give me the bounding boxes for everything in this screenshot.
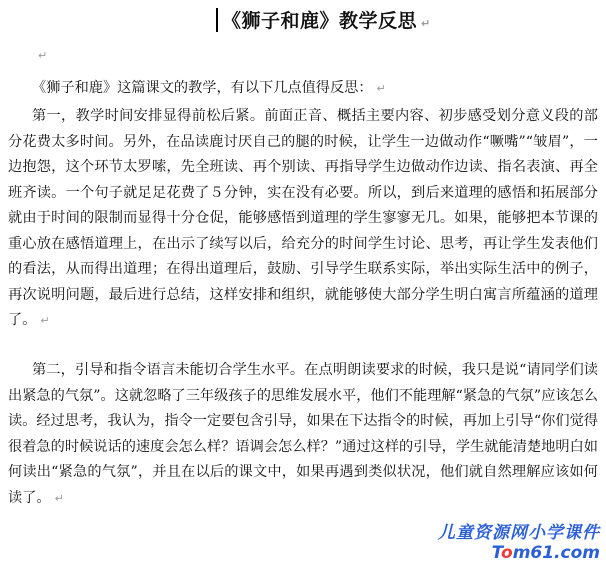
title-row bbox=[0, 6, 606, 36]
watermark-url-part: T bbox=[491, 543, 501, 563]
paragraph-mark-icon: ↵ bbox=[40, 314, 50, 327]
paragraph-first-point bbox=[8, 104, 598, 334]
paragraph-mark-icon: ↵ bbox=[54, 491, 64, 505]
intro-paragraph bbox=[8, 76, 598, 102]
paragraph2-text: 第二，引导和指令语言未能切合学生水平。在点明朗读要求的时候，我只是说“请同学们读出紧急的气氛”。这就忽略了三年级孩子的思维发展水平，他们不能理解“紧急的气氛”应该怎么读。经过思考，我认为，指令一定要包含引导，如果在下达指令的时候，再加上引导“你们觉得很着急的时候说话的速度会怎么样？语调会怎么样？”通过这样的引导，学生就能清楚地明白如何读出“紧急的气氛”，并且在以后的课文中，如果再遇到类似状况，他们就自然理解应该如何读了。 bbox=[8, 362, 598, 506]
watermark-url bbox=[490, 543, 602, 563]
paragraph1-text: 第一，教学时间安排显得前松后紧。前面正音、概括主要内容、初步感受划分意义段的部分花费太多时间。另外，在品读鹿讨厌自己的腿的时候，让学生一边做动作“噘嘴”“皱眉”，一边抱怨，这个环节太罗嗦，先全班读、再个别读、再指导学生边做动作边读、指名表演、再全班齐读。一个句子就足足花费了５分钟，实在没有必要。所以，到后来道理的感悟和拓展部分就由于时间的限制而显得十分仓促，能够感悟到道理的学生寥寥无几。如果，能够把本节课的重心放在感悟道理上，在出示了续写以后，给充分的时间学生讨论、思考，再让学生发表他们的看法，从而得出道理；在得出道理后，鼓励、引导学生联系实际，举出实际生活中的例子，再次说明问题，最后进行总结，这样安排和组织，就能够使大部分学生明白寓言所蕴涵的道理了。 bbox=[8, 108, 598, 328]
paragraph-mark-icon: ↵ bbox=[421, 17, 431, 30]
paragraph-mark-icon: ↵ bbox=[38, 49, 48, 62]
paragraph-mark-icon: ↵ bbox=[376, 82, 386, 95]
title-text: 《狮子和鹿》教学反思 bbox=[222, 10, 418, 32]
watermark-site-name: 儿童资源网小学课件 bbox=[438, 523, 600, 543]
intro-text: 《狮子和鹿》这篇课文的教学，有以下几点值得反思： bbox=[32, 80, 373, 96]
watermark-url-part: o bbox=[501, 543, 513, 563]
paragraph-second-point bbox=[8, 358, 598, 511]
text-cursor bbox=[216, 8, 218, 32]
document-title bbox=[222, 6, 431, 33]
site-watermark bbox=[382, 518, 602, 566]
watermark-url-part: m61.com bbox=[512, 543, 600, 563]
